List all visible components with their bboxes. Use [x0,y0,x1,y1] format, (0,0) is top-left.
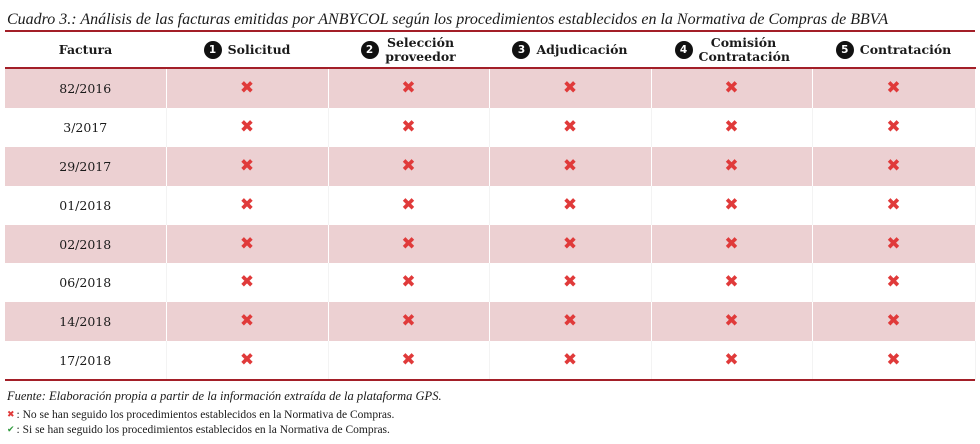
step-4-icon: 4 [675,41,693,59]
table-row [5,68,975,108]
cross-icon: ✖ [886,77,901,98]
cross-icon: ✖ [724,311,739,332]
table-row [5,108,975,147]
top-rule [5,30,975,32]
factura-cell: 14/2018 [5,302,166,341]
factura-cell: 06/2018 [5,263,166,302]
cross-icon: ✖ [562,155,578,176]
cross-icon: ✖ [401,350,416,371]
cross-icon: ✖ [239,233,255,254]
legend-cross [7,409,394,421]
legend-check [7,424,390,436]
invoice-table [5,33,976,380]
cross-icon: ✖ [886,233,901,254]
cross-icon: ✖ [7,410,15,420]
cross-icon: ✖ [401,194,416,215]
legend-check-text: : Si se han seguido los procedimientos establecidos en la Normativa de Compras. [16,424,390,436]
cross-icon: ✖ [562,311,578,332]
cross-icon: ✖ [886,155,901,176]
factura-cell: 17/2018 [5,341,166,380]
cross-icon: ✖ [562,272,578,293]
cross-icon: ✖ [886,116,901,137]
header-comision-contratacion: 4 Comisión Contratación [651,33,812,68]
factura-cell: 01/2018 [5,186,166,225]
cross-icon: ✖ [239,194,255,215]
legend-cross-text: : No se han seguido los procedimientos establecidos en la Normativa de Compras. [16,409,395,421]
cross-icon: ✖ [886,350,901,371]
cross-icon: ✖ [401,311,416,332]
header-solicitud: 1 Solicitud [166,33,328,68]
cross-icon: ✖ [724,77,739,98]
table-row [5,341,975,380]
step-5-icon: 5 [836,41,854,59]
cross-icon: ✖ [239,272,255,293]
cross-icon: ✖ [239,77,255,98]
cross-icon: ✖ [401,116,416,137]
cross-icon: ✖ [724,233,739,254]
table-header-row [5,33,975,68]
cross-icon: ✖ [886,311,901,332]
cross-icon: ✖ [239,350,255,371]
table-row [5,147,975,186]
cross-icon: ✖ [401,233,416,254]
header-seleccion-proveedor: 2 Selección proveedor [328,33,489,68]
cross-icon: ✖ [886,194,901,215]
header-contratacion: 5 Contratación [812,33,975,68]
cross-icon: ✖ [562,194,578,215]
cross-icon: ✖ [401,77,416,98]
cross-icon: ✖ [724,194,739,215]
cross-icon: ✖ [724,350,739,371]
factura-cell: 02/2018 [5,225,166,264]
cross-icon: ✖ [239,155,255,176]
table-row [5,263,975,302]
cross-icon: ✖ [886,272,901,293]
cross-icon: ✖ [724,272,739,293]
factura-cell: 3/2017 [5,108,166,147]
cross-icon: ✖ [562,233,578,254]
table-row [5,225,975,264]
cross-icon: ✖ [724,155,739,176]
check-icon: ✔ [7,425,15,435]
cross-icon: ✖ [239,311,255,332]
factura-cell: 82/2016 [5,68,166,108]
cross-icon: ✖ [724,116,739,137]
cross-icon: ✖ [401,272,416,293]
table-title: Cuadro 3.: Análisis de las facturas emitidas por ANBYCOL según los procedimientos establecidos en la Normativa de Compras de BBVA [7,11,889,28]
step-3-icon: 3 [512,41,530,59]
factura-cell: 29/2017 [5,147,166,186]
cross-icon: ✖ [239,116,255,137]
cross-icon: ✖ [562,350,578,371]
table-row [5,186,975,225]
source-note: Fuente: Elaboración propia a partir de la información extraída de la plataforma GPS. [7,389,442,403]
cross-icon: ✖ [562,116,578,137]
step-1-icon: 1 [204,41,222,59]
header-factura: Factura [5,33,166,68]
step-2-icon: 2 [361,41,379,59]
header-adjudicacion: 3 Adjudicación [489,33,651,68]
bottom-rule [5,379,975,381]
cross-icon: ✖ [401,155,416,176]
table-row [5,302,975,341]
cross-icon: ✖ [562,77,578,98]
